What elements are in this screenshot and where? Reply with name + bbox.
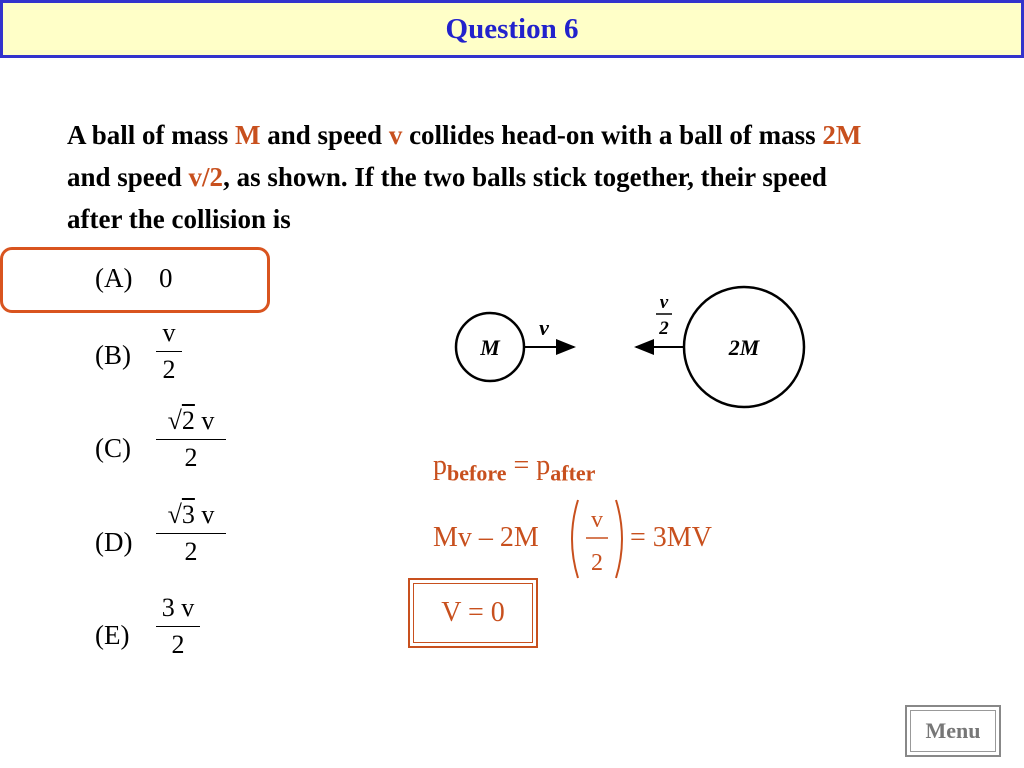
ball-2m-speed-num: v [659, 292, 669, 313]
sqrt-icon: √ [167, 500, 182, 529]
question-text: A ball of mass M and speed v collides head-on with a ball of mass 2M and speed v/2, as shown. If the two balls stick together, their speed after the collision is [67, 120, 862, 234]
choice-a-label[interactable]: (A) [95, 263, 133, 293]
choice-b-label[interactable]: (B) [95, 340, 131, 370]
result-box [408, 578, 538, 648]
page-title: Question 6 [445, 12, 579, 45]
title-bar [0, 0, 1024, 58]
result-text: V = 0 [413, 583, 533, 643]
choice-d-fraction: √3 v 2 [156, 500, 226, 567]
solution-fraction [562, 496, 632, 582]
choice-e-fraction: 3 v 2 [156, 593, 200, 660]
solution-frac-num: v [591, 507, 603, 533]
choice-d-label[interactable]: (D) [95, 527, 133, 557]
menu-button[interactable] [905, 705, 1001, 757]
choice-e-label[interactable]: (E) [95, 620, 130, 650]
correct-answer-highlight [0, 247, 270, 313]
choice-c-fraction: √2 v 2 [156, 406, 226, 473]
solution-frac-den: 2 [591, 550, 603, 576]
sqrt-icon: √ [167, 406, 182, 435]
collision-diagram [440, 280, 820, 410]
ball-m-label: M [480, 335, 500, 360]
momentum-lhs: Mv – 2M [433, 522, 539, 553]
choice-b-fraction: v 2 [156, 318, 182, 385]
choice-c-label[interactable]: (C) [95, 433, 131, 463]
menu-button-label: Menu [910, 710, 996, 752]
momentum-rhs: = 3MV [630, 522, 712, 553]
ball-2m-label: 2M [728, 335, 760, 360]
ball-m-speed-label: v [539, 315, 549, 340]
momentum-equation: $p_{before} = p_{after}$ [433, 450, 596, 486]
ball-2m-speed-den: 2 [659, 318, 669, 339]
choice-a-value: 0 [159, 263, 173, 293]
